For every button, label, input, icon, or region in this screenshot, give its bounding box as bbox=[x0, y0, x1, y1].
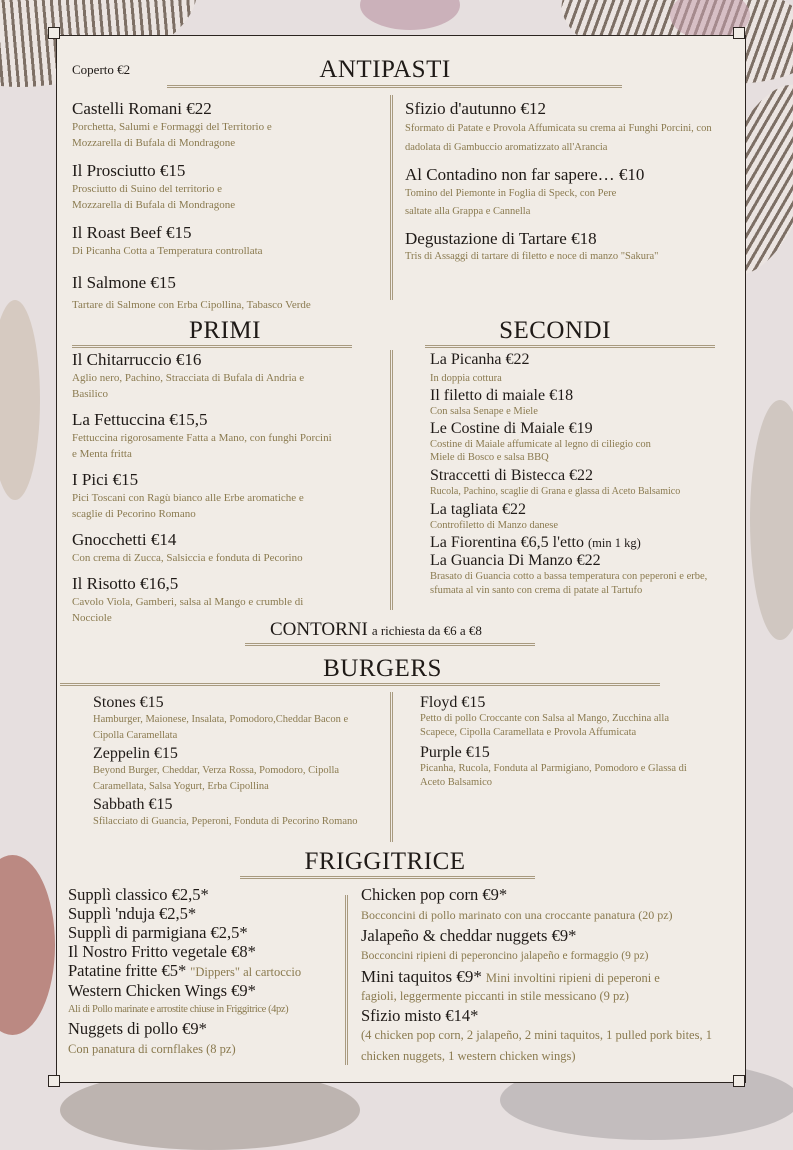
contorni-heading: CONTORNI a richiesta da €6 a €8 bbox=[270, 619, 482, 640]
section-title-burgers: BURGERS bbox=[323, 655, 442, 682]
menu-item: Sfizio d'autunno €12 Sformato di Patate e Provola Affumicata su crema ai Funghi Porcini, con dadolata di Gambuccio aromatizzato all'Arancia bbox=[405, 99, 712, 153]
section-title-friggitrice: FRIGGITRICE bbox=[304, 848, 466, 875]
friggitrice-left-column bbox=[68, 885, 348, 1060]
menu-item: Sabbath €15 Sfilacciato di Guancia, Peperoni, Fonduta di Pecorino Romano bbox=[93, 796, 358, 827]
primi-column bbox=[72, 350, 362, 626]
menu-item: Stones €15 Hamburger, Maionese, Insalata, Pomodoro,Cheddar Bacon e Cipolla Caramellata bbox=[93, 694, 349, 741]
menu-item: La tagliata €22 Controfiletto di Manzo danese bbox=[430, 501, 559, 531]
corner-ornament-bl bbox=[48, 1075, 60, 1087]
menu-item: Jalapeño & cheddar nuggets €9* Bocconcini ripieni di peperoncino jalapeño e formaggio (9 pz) bbox=[361, 926, 649, 962]
primi-rule bbox=[72, 345, 352, 348]
menu-item: Degustazione di Tartare €18 Tris di Assaggi di tartare di filetto e noce di manzo "Sakura" bbox=[405, 229, 659, 262]
menu-item: Al Contadino non far sapere… €10 Tomino del Piemonte in Foglia di Speck, con Pere saltate alla Grappa e Cannella bbox=[405, 165, 645, 217]
secondi-column bbox=[430, 351, 740, 598]
menu-item: Sfizio misto €14* (4 chicken pop corn, 2 jalapeño, 2 mini taquitos, 1 pulled pork bites, 1 chicken nuggets, 1 western chicken wings) bbox=[361, 1006, 712, 1063]
primi-secondi-divider bbox=[390, 350, 393, 610]
burgers-divider bbox=[390, 692, 393, 842]
menu-item: Gnocchetti €14 Con crema di Zucca, Salsiccia e fonduta di Pecorino bbox=[72, 530, 303, 564]
menu-item: Zeppelin €15 Beyond Burger, Cheddar, Verza Rossa, Pomodoro, Cipolla Caramellata, Salsa Yogurt, Erba Cipollina bbox=[93, 745, 340, 792]
parrot-illustration bbox=[0, 855, 55, 1035]
menu-item: Patatine fritte €5* "Dippers" al cartoccio bbox=[68, 961, 302, 980]
menu-item: Il Risotto €16,5 Cavolo Viola, Gamberi, salsa al Mango e crumble di Nocciole bbox=[72, 574, 304, 624]
menu-item: La Picanha €22 In doppia cottura bbox=[430, 351, 530, 384]
menu-item: Castelli Romani €22 Porchetta, Salumi e Formaggi del Territorio e Mozzarella di Bufala di Mondragone bbox=[72, 99, 272, 149]
leaf-right bbox=[750, 400, 793, 640]
corner-ornament-br bbox=[733, 1075, 745, 1087]
menu-item: La Fettuccina €15,5 Fettuccina rigorosamente Fatta a Mano, con funghi Porcini e Menta fritta bbox=[72, 410, 332, 460]
antipasti-divider bbox=[390, 95, 393, 300]
friggitrice-rule bbox=[240, 876, 535, 879]
burgers-rule bbox=[60, 683, 660, 686]
menu-item: Nuggets di pollo €9* Con panatura di cornflakes (8 pz) bbox=[68, 1019, 236, 1056]
menu-item: Il Prosciutto €15 Prosciutto di Suino del territorio e Mozzarella di Bufala di Mondragone bbox=[72, 161, 236, 211]
menu-item: I Pici €15 Pici Toscani con Ragù bianco alle Erbe aromatiche e scaglie di Pecorino Romano bbox=[72, 470, 304, 520]
corner-ornament-tr bbox=[733, 27, 745, 39]
corner-ornament-tl bbox=[48, 27, 60, 39]
menu-item: Il Salmone €15 Tartare di Salmone con Erba Cipollina, Tabasco Verde bbox=[72, 273, 311, 311]
menu-item: Il Nostro Fritto vegetale €8* bbox=[68, 942, 256, 961]
antipasti-left-column bbox=[72, 99, 372, 313]
antipasti-rule bbox=[167, 85, 622, 88]
section-title-primi: PRIMI bbox=[189, 317, 261, 344]
menu-item: Western Chicken Wings €9* Ali di Pollo marinate e arrostite chiuse in Friggitrice (4pz) bbox=[68, 981, 289, 1015]
section-title-antipasti: ANTIPASTI bbox=[319, 56, 451, 83]
menu-item: Purple €15 Picanha, Rucola, Fonduta al Parmigiano, Pomodoro e Glassa di Aceto Balsamico bbox=[420, 744, 687, 788]
menu-item: Floyd €15 Petto di pollo Croccante con Salsa al Mango, Zucchina alla Scapece, Cipolla Caramellata e Provola Affumicata bbox=[420, 694, 670, 738]
menu-item: Il filetto di maiale €18 Con salsa Senape e Miele bbox=[430, 387, 574, 417]
burgers-right-column bbox=[420, 694, 720, 790]
burgers-left-column bbox=[93, 694, 373, 830]
menu-item: La Guancia Di Manzo €22 Brasato di Guancia cotto a bassa temperatura con peperoni e erbe, sfumata al vin santo con crema di patate al Tartufo bbox=[430, 552, 708, 596]
menu-item: Il Roast Beef €15 Di Picanha Cotta a Temperatura controllata bbox=[72, 223, 263, 257]
coperto-label: Coperto €2 bbox=[72, 62, 131, 77]
menu-item: Straccetti di Bistecca €22 Rucola, Pachino, scaglie di Grana e glassa di Aceto Balsamico bbox=[430, 467, 681, 497]
contorni-rule bbox=[245, 643, 535, 646]
menu-item: Mini taquitos €9* Mini involtini ripieni di peperoni e fagioli, leggermente piccanti in stile messicano (9 pz) bbox=[361, 967, 660, 1003]
menu-item: Supplì classico €2,5* bbox=[68, 885, 209, 904]
menu-item: La Fiorentina €6,5 l'etto (min 1 kg) bbox=[430, 534, 641, 551]
secondi-rule bbox=[425, 345, 715, 348]
menu-item: Supplì di parmigiana €2,5* bbox=[68, 923, 248, 942]
friggitrice-right-column bbox=[361, 885, 741, 1067]
leaf-left bbox=[0, 300, 40, 500]
menu-item: Chicken pop corn €9* Bocconcini di pollo marinato con una croccante panatura (20 pz) bbox=[361, 885, 673, 922]
menu-item: Supplì 'nduja €2,5* bbox=[68, 904, 197, 923]
antipasti-right-column bbox=[405, 99, 735, 265]
section-title-secondi: SECONDI bbox=[499, 317, 611, 344]
flower-top bbox=[360, 0, 460, 30]
menu-item: Le Costine di Maiale €19 Costine di Maiale affumicate al legno di ciliegio con Miele di Bosco e salsa BBQ bbox=[430, 420, 651, 463]
menu-item: Il Chitarruccio €16 Aglio nero, Pachino, Stracciata di Bufala di Andria e Basilico bbox=[72, 350, 305, 400]
